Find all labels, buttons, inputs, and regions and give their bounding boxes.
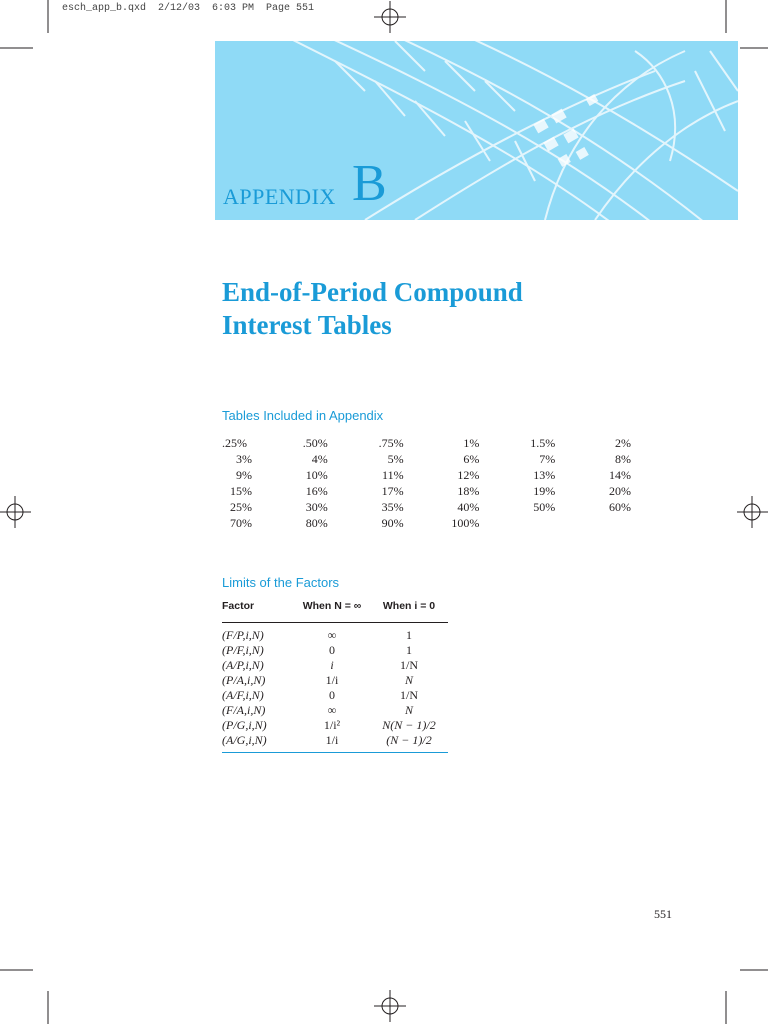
limit-n-infinity: 1/i² [323, 718, 341, 732]
rate-cell: 12% [457, 468, 480, 482]
appendix-letter: B [352, 155, 387, 212]
factor-name: (F/A,i,N) [222, 703, 266, 717]
rate-cell: 30% [305, 500, 328, 514]
rate-cell: 9% [236, 468, 252, 482]
limit-i-zero: 1 [406, 643, 412, 657]
factor-name: (P/G,i,N) [222, 718, 267, 732]
table-row [222, 673, 448, 688]
rate-cell: 60% [608, 500, 631, 514]
factor-name: (A/G,i,N) [222, 733, 267, 747]
rate-cell: 90% [381, 516, 404, 530]
rates-row [222, 436, 677, 452]
limit-i-zero: N [404, 703, 413, 717]
rates-row [222, 484, 677, 500]
page-title [222, 276, 523, 342]
limit-i-zero: 1/N [400, 688, 418, 702]
factor-name: (P/F,i,N) [222, 643, 264, 657]
rate-cell: 11% [382, 468, 404, 482]
rate-cell: 14% [608, 468, 631, 482]
limit-n-infinity: 1/i [325, 673, 339, 687]
rate-cell [555, 516, 631, 532]
rate-cell: .75% [378, 436, 404, 450]
factor-name: (P/A,i,N) [222, 673, 266, 687]
table-row [222, 703, 448, 718]
rates-table [222, 436, 677, 532]
rate-cell: 4% [311, 452, 328, 466]
rate-cell: 18% [457, 484, 480, 498]
table-row [222, 718, 448, 733]
rate-cell: 6% [463, 452, 480, 466]
rate-cell: 35% [381, 500, 404, 514]
limit-i-zero: N(N − 1)/2 [382, 718, 436, 732]
limit-n-infinity: ∞ [327, 628, 337, 642]
rate-cell: 10% [305, 468, 328, 482]
table-row [222, 688, 448, 703]
rate-cell: 1% [463, 436, 480, 450]
title-line-2: Interest Tables [222, 310, 392, 340]
column-header-i-zero: When i = 0 [382, 600, 436, 612]
table-bottom-rule [222, 752, 448, 753]
rates-row [222, 500, 677, 516]
limit-i-zero: 1 [406, 628, 412, 642]
factor-name: (A/P,i,N) [222, 658, 264, 672]
rate-cell: 7% [539, 452, 556, 466]
rates-row [222, 452, 677, 468]
rate-cell: 40% [457, 500, 480, 514]
rate-cell: 17% [381, 484, 404, 498]
limits-table [222, 600, 448, 753]
table-row [222, 628, 448, 643]
rate-cell: 19% [533, 484, 556, 498]
rates-row [222, 468, 677, 484]
title-line-1: End-of-Period Compound [222, 277, 523, 307]
table-row [222, 643, 448, 658]
rate-cell: .25% [222, 436, 247, 450]
limit-n-infinity: 0 [329, 643, 335, 657]
rate-cell: 13% [533, 468, 556, 482]
limit-i-zero: 1/N [400, 658, 418, 672]
rates-row [222, 516, 677, 532]
factor-name: (A/F,i,N) [222, 688, 264, 702]
rate-cell: 1.5% [530, 436, 556, 450]
rate-cell: 50% [533, 500, 556, 514]
rate-cell: 80% [305, 516, 328, 530]
rate-cell: 2% [614, 436, 631, 450]
column-header-factor: Factor [222, 600, 255, 612]
rate-cell: 100% [451, 516, 480, 530]
rate-cell: 20% [608, 484, 631, 498]
slug-line: esch_app_b.qxd 2/12/03 6:03 PM Page 551 [62, 3, 315, 14]
factor-name: (F/P,i,N) [222, 628, 264, 642]
rate-cell: 25% [230, 500, 252, 514]
table-row [222, 733, 448, 748]
limit-n-infinity: 0 [329, 688, 335, 702]
rate-cell [479, 516, 555, 532]
table-row [222, 658, 448, 673]
rate-cell: 8% [614, 452, 631, 466]
appendix-label: APPENDIX [223, 184, 336, 209]
tables-included-heading: Tables Included in Appendix [222, 408, 384, 423]
rate-cell: 15% [230, 484, 252, 498]
limit-i-zero: N [404, 673, 413, 687]
rate-cell: 5% [387, 452, 404, 466]
limits-heading: Limits of the Factors [222, 575, 340, 590]
rate-cell: 70% [230, 516, 252, 530]
rate-cell: 16% [305, 484, 328, 498]
limit-i-zero: (N − 1)/2 [386, 733, 432, 747]
rate-cell: .50% [302, 436, 328, 450]
limit-n-infinity: i [330, 658, 334, 672]
column-header-n-infinity: When N = ∞ [302, 600, 362, 612]
limit-n-infinity: 1/i [325, 733, 339, 747]
rate-cell: 3% [236, 452, 252, 466]
limits-header-row [222, 600, 448, 616]
limit-n-infinity: ∞ [327, 703, 337, 717]
page-number: 551 [654, 907, 672, 921]
